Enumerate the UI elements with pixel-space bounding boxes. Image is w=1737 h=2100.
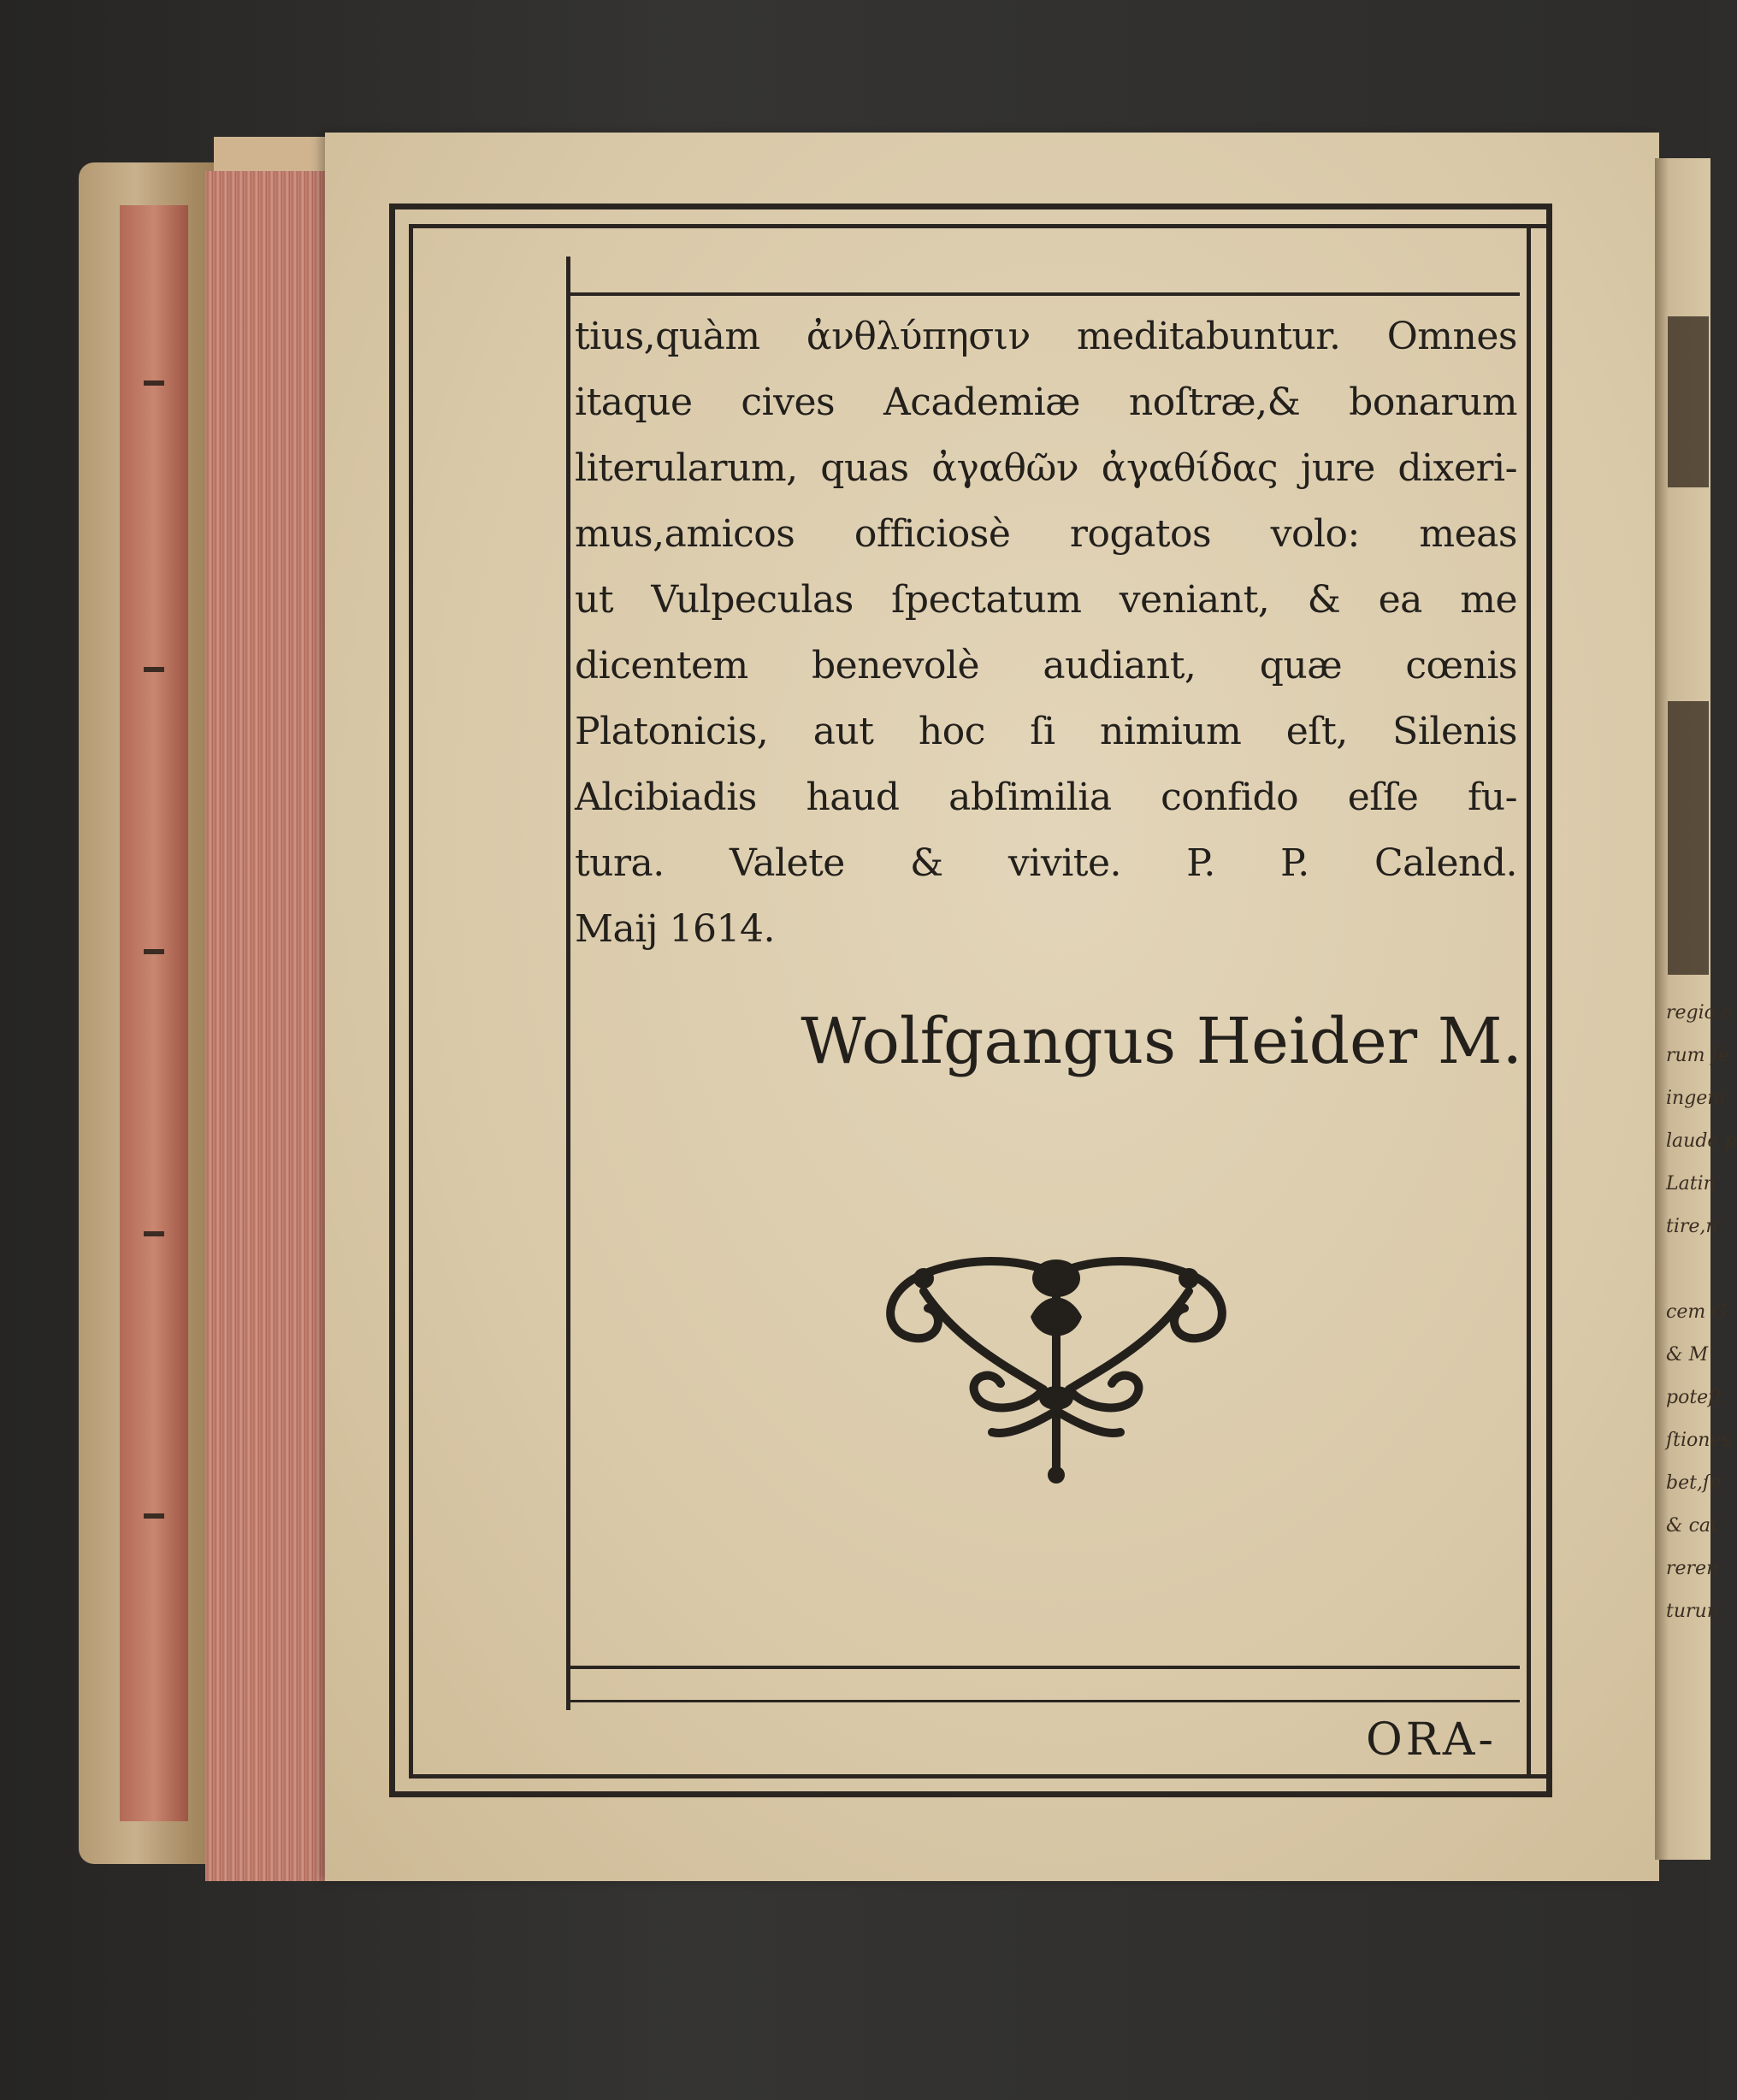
frame-right-inner <box>1527 224 1531 1778</box>
text-line: tura. Valete & vivite. P. P. Calend. <box>575 841 1517 885</box>
facing-line <box>1666 1248 1710 1291</box>
facing-ornament <box>1668 701 1709 975</box>
signature: Wolfgangus Heider M. <box>801 1005 1522 1078</box>
frame-left-outer <box>389 204 395 1796</box>
text-line: ut Vulpeculas ſpectatum veniant, & ea me <box>575 578 1517 622</box>
facing-line: & cat <box>1666 1515 1718 1537</box>
body-text <box>575 304 1517 962</box>
text-line: mus,amicos officiosè rogatos volo: meas <box>575 512 1517 556</box>
spine-mark <box>144 1513 164 1519</box>
facing-line: regio c <box>1666 1002 1733 1023</box>
frame-bottom-inner <box>409 1774 1546 1779</box>
text-area-left-rule <box>566 257 570 1710</box>
text-area-top-rule <box>566 292 1520 296</box>
book-spine <box>120 205 188 1821</box>
frame-bottom-outer <box>389 1791 1552 1797</box>
facing-line: cem G <box>1666 1301 1727 1323</box>
frame-right-outer <box>1546 204 1552 1796</box>
spine-mark <box>144 949 164 954</box>
facing-line: reren <box>1666 1558 1719 1579</box>
facing-line: ingeni <box>1666 1088 1726 1109</box>
text-line: Maij 1614. <box>575 907 775 951</box>
text-line: Alcibiadis haud abſimilia confido eſſe fu- <box>575 776 1517 819</box>
facing-line: turun <box>1666 1601 1719 1622</box>
frame-left-inner <box>409 224 413 1778</box>
text-area-bottom-rule-2 <box>566 1700 1520 1702</box>
frame-top-inner <box>409 224 1546 228</box>
facing-line: bet,ſe <box>1666 1472 1722 1494</box>
text-area-bottom-rule <box>566 1666 1520 1669</box>
facing-line: poteſt <box>1666 1387 1723 1408</box>
text-line: Platonicis, aut hoc ſi nimium eſt, Silenis <box>575 710 1517 753</box>
facing-line: rum fe <box>1666 1045 1729 1066</box>
facing-line: laude p <box>1666 1130 1737 1152</box>
spine-mark <box>144 1231 164 1236</box>
facing-line: Latin <box>1666 1173 1716 1195</box>
facing-line: ſtiones <box>1666 1430 1731 1451</box>
facing-line: tire,n <box>1666 1216 1718 1237</box>
text-line: itaque cives Academiæ noſtræ,& bonarum <box>575 380 1517 424</box>
facing-line: & M <box>1666 1344 1709 1366</box>
facing-ornament <box>1668 316 1709 487</box>
facing-page-text <box>1666 992 1737 1633</box>
frame-top-outer <box>389 204 1552 209</box>
text-line: tius,quàm ἀνθλύπησιν meditabuntur. Omnes <box>575 315 1517 358</box>
fleuron-ornament <box>864 1240 1249 1488</box>
spine-mark <box>144 667 164 672</box>
text-line: literularum, quas ἀγαθῶν ἀγαθίδας jure dixeri- <box>575 446 1517 490</box>
spine-mark <box>144 380 164 386</box>
text-line: dicentem benevolè audiant, quæ cœnis <box>575 644 1517 687</box>
catchword: ORA- <box>1366 1714 1497 1766</box>
